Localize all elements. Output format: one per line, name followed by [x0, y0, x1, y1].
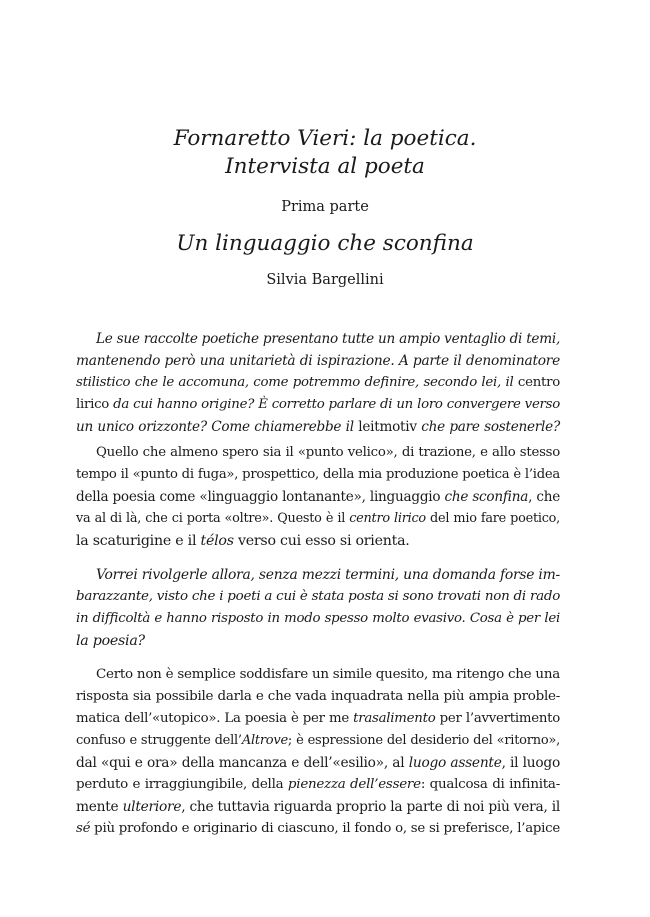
text-run: , che	[528, 489, 560, 505]
text-run: matica dell’«utopico». La poesia è per me	[76, 711, 354, 726]
text-line	[76, 372, 560, 394]
text-run: lirico	[76, 397, 110, 412]
article-subtitle: Un linguaggio che sconfina	[176, 231, 474, 256]
author-name: Silvia Bargellini	[266, 272, 384, 288]
answer-1	[76, 442, 560, 552]
text-line	[76, 774, 560, 796]
text-run: : qualcosa di infinita-	[420, 777, 560, 792]
text-line: in difficoltà e hanno risposto in modo spesso molto evasivo. Cosa è per lei	[76, 611, 560, 626]
text-run: , che tuttavia riguarda proprio la parte di noi più vera, il	[181, 799, 560, 815]
text-line	[76, 730, 560, 752]
text-run: stilistico che le accomuna, come potremmo definire, secondo lei, il	[76, 375, 518, 390]
article-title-line-1: Fornaretto Vieri: la poetica.	[173, 126, 477, 151]
text-run: perduto e irraggiungibile, della	[76, 777, 288, 792]
text-line	[76, 530, 560, 552]
text-line	[76, 818, 560, 840]
text-run: un unico orizzonte? Come chiamerebbe il	[76, 419, 359, 435]
text-line	[76, 796, 560, 818]
text-line: la poesia?	[76, 633, 145, 649]
text-run: confuso e struggente dell’	[76, 733, 242, 748]
text-line: Quello che almeno spero sia il «punto velico», di trazione, e allo stesso	[96, 445, 560, 460]
question-2	[76, 564, 560, 652]
text-run: centro lirico	[349, 511, 426, 526]
text-run: da cui hanno origine? È corretto parlare di un loro convergere verso	[109, 397, 560, 412]
text-line	[76, 486, 560, 508]
text-line: risposta sia possibile darla e che vada inquadrata nella più ampia proble-	[76, 689, 560, 704]
text-run: la scaturigine e il	[76, 533, 201, 549]
text-line	[76, 416, 560, 438]
part-label: Prima parte	[281, 199, 369, 215]
text-run: del mio fare poetico,	[425, 511, 560, 526]
text-line: Certo non è semplice soddisfare un simile quesito, ma ritengo che una	[96, 667, 560, 682]
text-run: luogo assente	[408, 755, 502, 771]
text-line	[76, 708, 560, 730]
text-line	[76, 752, 560, 774]
text-run: per l’avvertimento	[435, 711, 560, 726]
text-run: télos	[200, 533, 234, 549]
text-run: sé	[76, 821, 91, 836]
text-line: Le sue raccolte poetiche presentano tutte un ampio ventaglio di temi,	[96, 331, 561, 347]
question-1	[76, 328, 560, 438]
text-line	[76, 508, 560, 530]
text-run: , il luogo	[501, 755, 560, 771]
text-run: mente	[76, 799, 123, 815]
text-line: mantenendo però una unitarietà di ispirazione. A parte il denominatore	[76, 353, 560, 369]
text-run: pienezza dell’essere	[287, 777, 421, 792]
text-run: ulteriore	[122, 799, 182, 815]
text-run: va al di là, che ci porta «oltre». Questo è il	[76, 511, 350, 526]
text-run: che sconfina	[444, 489, 529, 505]
text-run: della poesia come «linguaggio lontanante», linguaggio	[76, 489, 445, 505]
text-line: barazzante, visto che i poeti a cui è stata posta si sono trovati non di rado	[76, 589, 561, 604]
text-run: ; è espressione del desiderio del «ritorno»,	[287, 733, 561, 748]
text-line	[76, 394, 560, 416]
text-line: Vorrei rivolgerle allora, senza mezzi termini, una domanda forse im-	[96, 567, 560, 583]
text-run: trasalimento	[353, 711, 436, 726]
text-run: che pare sostenerle?	[416, 419, 560, 435]
text-run: verso cui esso si orienta.	[233, 533, 410, 549]
article-title-line-2: Intervista al poeta	[225, 154, 425, 179]
text-run: leitmotiv	[358, 419, 417, 435]
text-run: Altrove	[241, 733, 288, 748]
text-line: tempo il «punto di fuga», prospettico, della mia produzione poetica è l’idea	[76, 467, 560, 482]
text-run: più profondo e originario di ciascuno, il fondo o, se si preferisce, l’apice	[90, 821, 560, 836]
text-run: dal «qui e ora» della mancanza e dell’«esilio», al	[76, 755, 409, 771]
text-run: centro	[517, 375, 560, 390]
answer-2	[76, 664, 560, 840]
